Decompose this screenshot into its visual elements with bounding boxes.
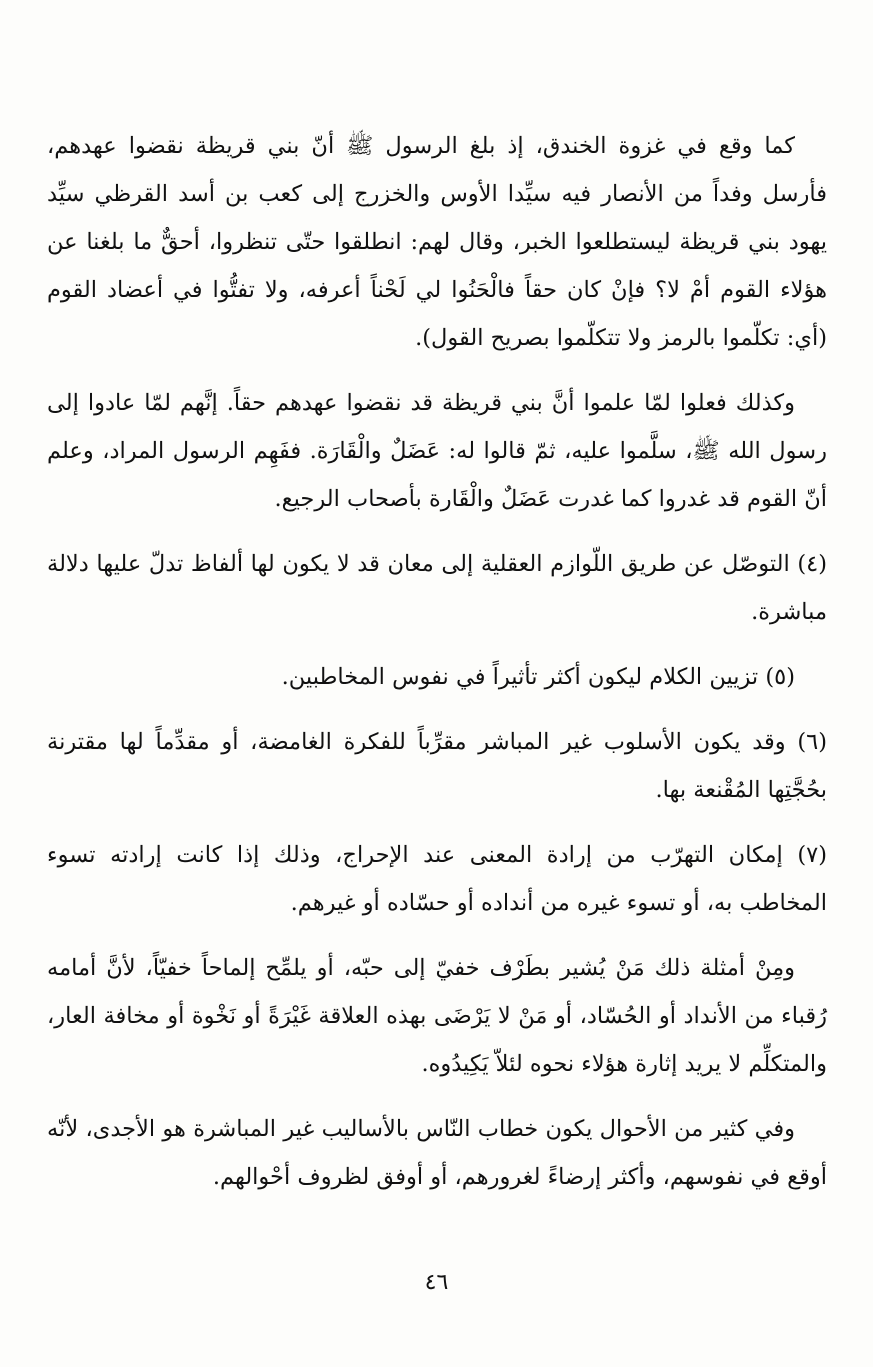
list-item-5: (٥) تزيين الكلام ليكون أكثر تأثيراً في نفوس المخاطبين. (281, 664, 795, 690)
list-item-7: (٧) إمكان التهرّب من إرادة المعنى عند الإحراج، وذلك إذا كانت إرادته تسوء المخاطب به، أو تسوء غيره من أنداده أو حسّاده أو غيرهم. (47, 842, 827, 916)
paragraph-khandaq: كما وقع في غزوة الخندق، إذ بلغ الرسول ﷺ أنّ بني قريظة نقضوا عهدهم، فأرسل وفداً من الأنصار فيه سيِّدا الأوس والخزرج إلى كعب بن أسد القرظي سيِّد يهود بني قريظة ليستطلعوا الخبر، وقال لهم: انطلقوا حتّى تنظروا، أحقٌّ ما بلغنا عن هؤلاء القوم أمْ لا؟ فإنْ كان حقاً فالْحَنُوا لي لَحْناً أعرفه، ولا تفتُّوا في أعضاد القوم (أي: تكلّموا بالرمز ولا تتكلّموا بصريح القول). (47, 133, 827, 351)
page-body (47, 122, 827, 1201)
paragraph-examples: ومِنْ أمثلة ذلك مَنْ يُشير بطَرْف خفيّ إلى حبّه، أو يلمِّح إلماحاً خفيّاً، لأنَّ أمامه رُقباء من الأنداد أو الحُسّاد، أو مَنْ لا يَرْضَى بهذه العلاقة غَيْرَةً أو نَخْوة أو مخافة العار، والمتكلِّم لا يريد إثارة هؤلاء نحوه لئلاّ يَكِيدُوه. (47, 955, 827, 1077)
paragraph-conclusion: وفي كثير من الأحوال يكون خطاب النّاس بالأساليب غير المباشرة هو الأجدى، لأنّه أوقع في نفوسهم، وأكثر إرضاءً لغرورهم، أو أوفق لظروف أحْوالهم. (47, 1116, 827, 1190)
paragraph-bani-qurayza: وكذلك فعلوا لمّا علموا أنَّ بني قريظة قد نقضوا عهدهم حقاً. إنَّهم لمّا عادوا إلى رسول الله ﷺ، سلَّموا عليه، ثمّ قالوا له: عَضَلٌ والْقَارَة. ففَهِم الرسول المراد، وعلم أنّ القوم قد غدروا كما غدرت عَضَلٌ والْقَارة بأصحاب الرجيع. (47, 390, 827, 512)
list-item-6: (٦) وقد يكون الأسلوب غير المباشر مقرِّباً للفكرة الغامضة، أو مقدِّماً لها مقترنة بحُجَّتِها المُقْنعة بها. (47, 729, 827, 803)
list-item-4: (٤) التوصّل عن طريق اللّوازم العقلية إلى معان قد لا يكون لها ألفاظ تدلّ عليها دلالة مباشرة. (47, 551, 827, 625)
page-number: ٤٦ (424, 1270, 449, 1295)
